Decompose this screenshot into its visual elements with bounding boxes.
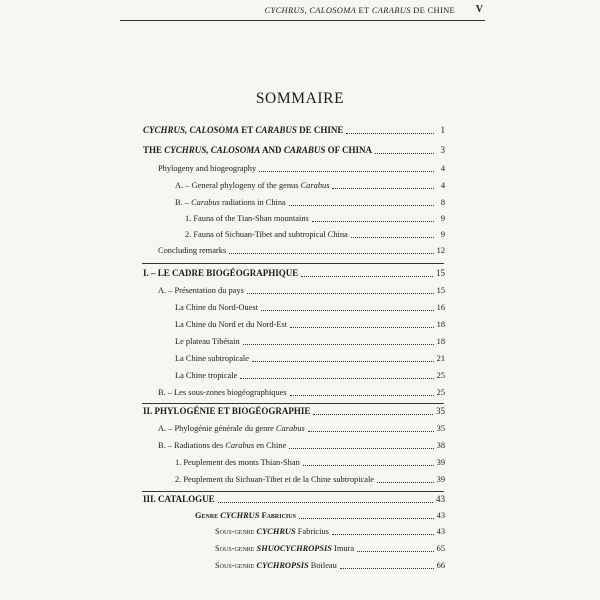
toc-leader <box>243 344 434 345</box>
toc-page: 3 <box>440 145 445 155</box>
toc-leader <box>332 534 434 535</box>
toc-leader <box>252 361 434 362</box>
toc-leader <box>357 551 434 552</box>
toc-leader <box>312 221 434 222</box>
toc-leader <box>301 276 433 277</box>
toc-entry: 2. Fauna of Sichuan-Tibet and subtropical China 9 <box>185 230 445 239</box>
toc-leader <box>308 431 434 432</box>
toc-page: 43 <box>436 527 445 536</box>
toc-entry: 2. Peuplement du Sichuan-Tibet et de la Chine subtropicale 39 <box>175 475 445 484</box>
toc-leader <box>229 253 433 254</box>
toc-leader <box>290 395 434 396</box>
toc-entry: II. PHYLOGÉNIE ET BIOGÉOGRAPHIE 35 <box>143 406 445 416</box>
toc-page: 8 <box>440 198 445 207</box>
toc-leader <box>259 171 434 172</box>
toc-entry: B. – Radiations des Carabus en Chine 38 <box>158 441 445 450</box>
toc-leader <box>261 310 434 311</box>
toc-page: 4 <box>440 181 445 190</box>
toc-page: 65 <box>436 544 445 553</box>
toc-leader <box>289 205 434 206</box>
toc-entry: Genre CYCHRUS Fabricius 43 <box>195 511 445 520</box>
toc-leader <box>332 188 434 189</box>
toc-entry: Sous-genre CYCHRUS Fabricius 43 <box>215 527 445 536</box>
toc-leader <box>247 293 434 294</box>
toc-leader <box>299 518 434 519</box>
toc-page: 9 <box>440 214 445 223</box>
toc-page: 35 <box>436 424 445 433</box>
toc-entry: B. – Les sous-zones biogéographiques 25 <box>158 388 445 397</box>
toc-leader <box>289 448 433 449</box>
toc-page: 43 <box>436 494 445 504</box>
toc-page: 16 <box>436 303 445 312</box>
toc-page: 18 <box>436 337 445 346</box>
toc-page: 21 <box>436 354 445 363</box>
running-header-page-number: V <box>475 4 483 15</box>
toc-entry: I. – LE CADRE BIOGÉOGRAPHIQUE 15 <box>143 268 445 278</box>
toc-leader <box>377 482 434 483</box>
toc-page: 12 <box>436 246 445 255</box>
toc-entry: Sous-genre CYCHROPSIS Boileau 66 <box>215 561 445 570</box>
toc-page: 38 <box>436 441 445 450</box>
toc-page: 66 <box>436 561 445 570</box>
toc-entry: A. – Phylogénie générale du genre Carabus 35 <box>158 424 445 433</box>
toc-page: 4 <box>440 164 445 173</box>
toc-entry: A. – Présentation du pays 15 <box>158 286 445 295</box>
toc-leader <box>290 327 434 328</box>
toc-entry: 1. Fauna of the Tian-Shan mountains 9 <box>185 214 445 223</box>
toc-page: 25 <box>436 371 445 380</box>
toc-entry: A. – General phylogeny of the genus Carabus 4 <box>175 181 445 190</box>
toc-entry: Phylogeny and biogeography 4 <box>158 164 445 173</box>
toc-entry: III. CATALOGUE 43 <box>143 494 445 504</box>
toc-entry: THE CYCHRUS, CALOSOMA AND CARABUS OF CHINA 3 <box>143 145 445 155</box>
toc-page: 25 <box>436 388 445 397</box>
toc-entry: Sous-genre SHUOCYCHROPSIS Imura 65 <box>215 544 445 553</box>
toc-page: 39 <box>436 475 445 484</box>
toc-leader <box>240 378 433 379</box>
toc-entry: Concluding remarks 12 <box>158 246 445 255</box>
toc-leader <box>303 465 434 466</box>
toc-leader <box>346 133 434 134</box>
toc-entry: La Chine du Nord et du Nord-Est 18 <box>175 320 445 329</box>
toc-entry: La Chine du Nord-Ouest 16 <box>175 303 445 312</box>
toc-entry: La Chine tropicale 25 <box>175 371 445 380</box>
toc-leader <box>313 414 433 415</box>
toc-page: 39 <box>436 458 445 467</box>
toc-page: 35 <box>436 406 445 416</box>
toc-entry: B. – Carabus radiations in China 8 <box>175 198 445 207</box>
toc-entry: CYCHRUS, CALOSOMA ET CARABUS DE CHINE 1 <box>143 125 445 135</box>
running-header-title: CYCHRUS, CALOSOMA ET CARABUS DE CHINE <box>264 5 455 15</box>
toc-leader <box>218 502 433 503</box>
toc-entry: Le plateau Tibétain 18 <box>175 337 445 346</box>
section-divider <box>142 263 444 264</box>
section-divider <box>142 403 444 404</box>
toc-leader <box>340 568 434 569</box>
toc-page: 18 <box>436 320 445 329</box>
toc-leader <box>375 153 434 154</box>
toc-entry: La Chine subtropicale 21 <box>175 354 445 363</box>
toc-page: 15 <box>436 286 445 295</box>
page-title: SOMMAIRE <box>255 90 345 107</box>
toc-page: 9 <box>440 230 445 239</box>
toc-page: 1 <box>440 125 445 135</box>
toc-page: 15 <box>436 268 445 278</box>
toc-leader <box>351 237 434 238</box>
section-divider <box>142 491 444 492</box>
toc-entry: 1. Peuplement des monts Thian-Shan 39 <box>175 458 445 467</box>
toc-page: 43 <box>436 511 445 520</box>
